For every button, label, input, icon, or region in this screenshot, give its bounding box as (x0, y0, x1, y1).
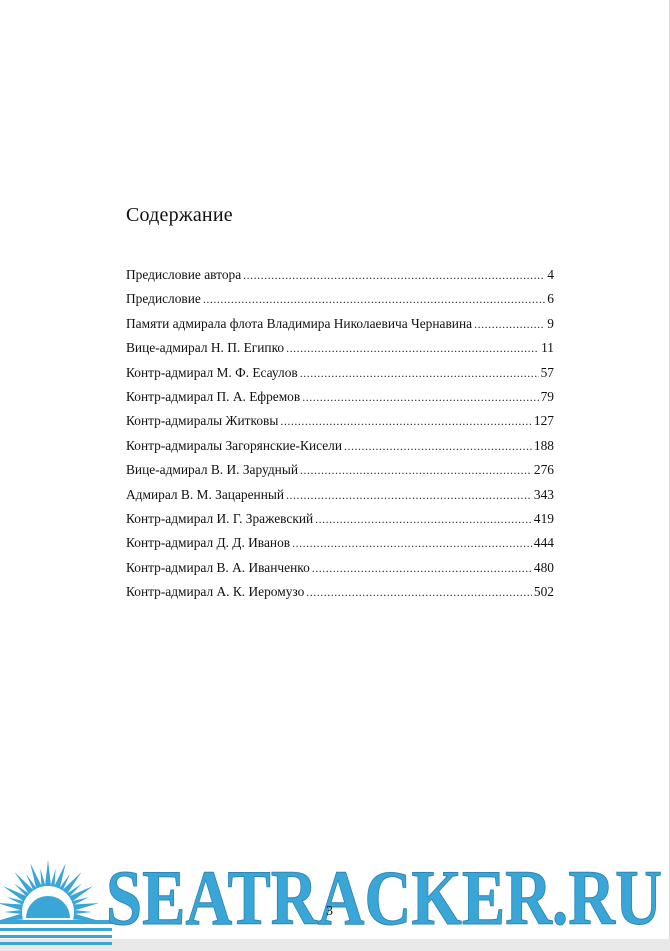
toc-page-number: 9 (547, 315, 554, 331)
toc-entry-label: Контр-адмирал Д. Д. Иванов (126, 535, 291, 551)
dot-leader (280, 414, 532, 429)
toc-page-number: 57 (540, 364, 554, 380)
sun-logo-icon (0, 850, 112, 951)
toc-page-number: 343 (533, 486, 554, 502)
dot-leader (203, 292, 545, 307)
toc-entry[interactable] (126, 267, 554, 291)
toc-entry-label: Предисловие автора (126, 267, 242, 282)
toc-entry[interactable] (126, 365, 554, 389)
toc-entry-label: Адмирал В. М. Зацаренный (126, 486, 285, 502)
dot-leader (300, 366, 539, 381)
toc-entry-label: Памяти адмирала флота Владимира Николаевича Чернавина (126, 315, 473, 331)
toc-entry[interactable] (126, 389, 554, 413)
toc-entry[interactable] (126, 584, 554, 608)
toc-entry[interactable] (126, 487, 554, 511)
toc-page-number: 127 (533, 413, 554, 429)
toc-entry[interactable] (126, 535, 554, 559)
svg-text:SEATRACKER.RU: SEATRACKER.RU (106, 854, 662, 941)
toc-entry-label: Контр-адмирал И. Г. Зражевский (126, 510, 314, 526)
toc-page-number: 419 (533, 510, 554, 526)
toc-entry[interactable] (126, 438, 554, 462)
toc-page-number: 502 (533, 584, 554, 600)
toc-entry[interactable] (126, 413, 554, 437)
dot-leader (306, 585, 532, 600)
dot-leader (302, 390, 538, 405)
toc-entry-label: Предисловие (126, 291, 201, 307)
dot-leader (292, 536, 532, 551)
dot-leader (312, 561, 532, 576)
toc-page-number: 480 (533, 559, 554, 575)
toc-entry-label: Контр-адмиралы Житковы (126, 413, 279, 429)
toc-entry[interactable] (126, 340, 554, 364)
toc-entry[interactable] (126, 291, 554, 315)
toc-page-number: 444 (533, 535, 554, 551)
dot-leader (286, 488, 532, 503)
toc-entry-label: Контр-адмирал М. Ф. Есаулов (126, 364, 298, 380)
dot-leader (300, 463, 532, 478)
toc-entry-label: Контр-адмирал П. А. Ефремов (126, 388, 301, 404)
toc-entry-label: Контр-адмирал А. К. Иеромузо (126, 584, 305, 600)
page-number: 3 (326, 904, 333, 919)
dot-leader (474, 317, 545, 332)
toc-entry-label: Контр-адмирал В. А. Иванченко (126, 559, 310, 575)
toc-page-number: 276 (533, 462, 554, 478)
dot-leader (344, 439, 532, 454)
toc-page-number: 79 (540, 388, 554, 404)
toc-entry-label: Контр-адмиралы Загорянские-Кисели (126, 437, 343, 453)
toc-page-number: 6 (547, 291, 554, 307)
toc-page-number: 11 (541, 340, 554, 356)
toc-page-number: 188 (533, 437, 554, 453)
dot-leader (286, 341, 539, 356)
watermark-text (106, 852, 666, 942)
toc-entry[interactable] (126, 462, 554, 486)
table-of-contents (126, 267, 554, 608)
toc-entry-label: Вице-адмирал В. И. Зарудный (126, 462, 299, 478)
dot-leader (315, 512, 532, 527)
dot-leader (243, 268, 545, 283)
toc-page-number: 4 (547, 267, 554, 282)
toc-entry[interactable] (126, 560, 554, 584)
toc-entry-label: Вице-адмирал Н. П. Египко (126, 340, 285, 356)
page-title: Содержание (126, 204, 233, 226)
toc-entry[interactable] (126, 511, 554, 535)
toc-entry[interactable] (126, 316, 554, 340)
